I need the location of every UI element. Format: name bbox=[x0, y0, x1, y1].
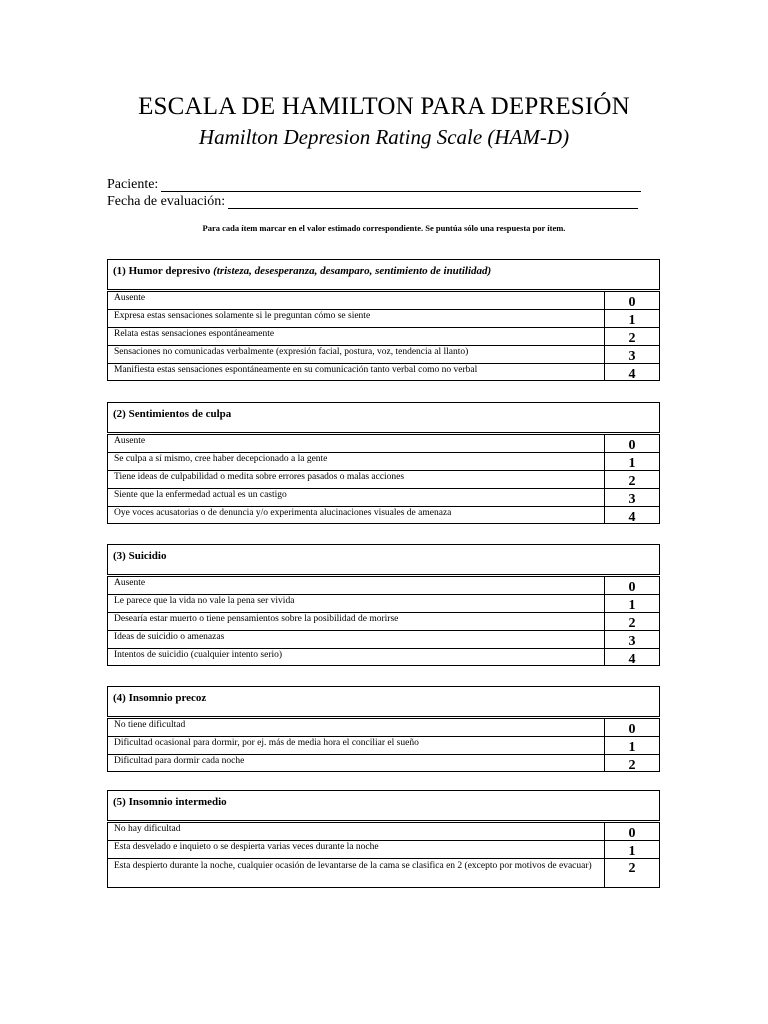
option-score[interactable]: 1 bbox=[604, 452, 660, 470]
option-text: Ausente bbox=[107, 291, 604, 309]
section-subheading: (tristeza, desesperanza, desamparo, sentimiento de inutilidad) bbox=[213, 265, 492, 277]
section-insomnio-precoz bbox=[107, 686, 660, 772]
evaluation-date-label: Fecha de evaluación: bbox=[107, 194, 226, 209]
option-text: Relata estas sensaciones espontáneamente bbox=[107, 327, 604, 345]
option-text: Ausente bbox=[107, 434, 604, 452]
section-header bbox=[107, 686, 660, 717]
page-subtitle: Hamilton Depresion Rating Scale (HAM-D) bbox=[198, 125, 570, 149]
option-score[interactable]: 2 bbox=[604, 612, 660, 630]
option-score[interactable]: 1 bbox=[604, 594, 660, 612]
option-text: Desearía estar muerto o tiene pensamientos sobre la posibilidad de morirse bbox=[107, 612, 604, 630]
options-table bbox=[107, 822, 660, 888]
option-score[interactable]: 2 bbox=[604, 754, 660, 772]
option-row[interactable] bbox=[107, 612, 660, 630]
option-score[interactable]: 0 bbox=[604, 434, 660, 452]
option-score[interactable]: 4 bbox=[604, 363, 660, 381]
option-row[interactable] bbox=[107, 754, 660, 772]
option-text: Le parece que la vida no vale la pena ser vivida bbox=[107, 594, 604, 612]
option-row[interactable] bbox=[107, 840, 660, 858]
option-score[interactable]: 2 bbox=[604, 327, 660, 345]
option-row[interactable] bbox=[107, 363, 660, 381]
section-humor-depresivo bbox=[107, 259, 660, 381]
option-score[interactable]: 4 bbox=[604, 648, 660, 666]
option-row[interactable] bbox=[107, 291, 660, 309]
section-header bbox=[107, 259, 660, 290]
section-heading: Sentimientos de culpa bbox=[128, 408, 232, 420]
option-row[interactable] bbox=[107, 345, 660, 363]
option-text: Tiene ideas de culpabilidad o medita sobre errores pasados o malas acciones bbox=[107, 470, 604, 488]
option-text: No tiene dificultad bbox=[107, 718, 604, 736]
section-insomnio-intermedio bbox=[107, 790, 660, 888]
option-row[interactable] bbox=[107, 858, 660, 888]
option-score[interactable]: 2 bbox=[604, 470, 660, 488]
option-text: Ausente bbox=[107, 576, 604, 594]
option-row[interactable] bbox=[107, 470, 660, 488]
option-score[interactable]: 1 bbox=[604, 840, 660, 858]
instructions-text: Para cada ítem marcar en el valor estimado correspondiente. Se puntúa sólo una respuesta por ítem. bbox=[202, 223, 566, 233]
option-row[interactable] bbox=[107, 630, 660, 648]
section-header bbox=[107, 790, 660, 821]
section-number: (2) bbox=[113, 408, 126, 420]
options-table bbox=[107, 718, 660, 772]
option-text: Esta desvelado e inquieto o se despierta varias veces durante la noche bbox=[107, 840, 604, 858]
option-row[interactable] bbox=[107, 822, 660, 840]
section-number: (1) bbox=[113, 265, 126, 277]
section-heading: Humor depresivo bbox=[128, 265, 211, 277]
option-row[interactable] bbox=[107, 736, 660, 754]
option-row[interactable] bbox=[107, 576, 660, 594]
section-suicidio bbox=[107, 544, 660, 666]
section-number: (5) bbox=[113, 796, 126, 808]
option-text: Intentos de suicidio (cualquier intento serio) bbox=[107, 648, 604, 666]
options-table bbox=[107, 434, 660, 524]
option-row[interactable] bbox=[107, 309, 660, 327]
option-score[interactable]: 0 bbox=[604, 576, 660, 594]
section-heading: Insomnio intermedio bbox=[128, 796, 227, 808]
option-text: Expresa estas sensaciones solamente si le preguntan cómo se siente bbox=[107, 309, 604, 327]
options-table bbox=[107, 576, 660, 666]
option-row[interactable] bbox=[107, 718, 660, 736]
section-header bbox=[107, 544, 660, 575]
patient-label: Paciente: bbox=[107, 177, 159, 192]
option-row[interactable] bbox=[107, 452, 660, 470]
option-text: Dificultad para dormir cada noche bbox=[107, 754, 604, 772]
option-text: Se culpa a sí mismo, cree haber decepcionado a la gente bbox=[107, 452, 604, 470]
section-sentimientos-de-culpa bbox=[107, 402, 660, 524]
option-text: Esta despierto durante la noche, cualquier ocasión de levantarse de la cama se clasifica en 2 (excepto por motivos de evacuar) bbox=[107, 858, 604, 888]
evaluation-date-input-line[interactable] bbox=[228, 193, 638, 209]
option-text: Siente que la enfermedad actual es un castigo bbox=[107, 488, 604, 506]
option-score[interactable]: 1 bbox=[604, 736, 660, 754]
option-score[interactable]: 2 bbox=[604, 858, 660, 888]
option-row[interactable] bbox=[107, 506, 660, 524]
page-title: ESCALA DE HAMILTON PARA DEPRESIÓN bbox=[138, 93, 630, 120]
option-score[interactable]: 0 bbox=[604, 291, 660, 309]
option-score[interactable]: 3 bbox=[604, 345, 660, 363]
section-heading: Insomnio precoz bbox=[128, 692, 207, 704]
patient-input-line[interactable] bbox=[161, 176, 641, 192]
option-score[interactable]: 4 bbox=[604, 506, 660, 524]
option-score[interactable]: 0 bbox=[604, 822, 660, 840]
patient-field[interactable] bbox=[107, 176, 641, 194]
option-score[interactable]: 3 bbox=[604, 488, 660, 506]
option-row[interactable] bbox=[107, 488, 660, 506]
option-text: Manifiesta estas sensaciones espontáneamente en su comunicación tanto verbal como no verbal bbox=[107, 363, 604, 381]
option-text: No hay dificultad bbox=[107, 822, 604, 840]
option-score[interactable]: 1 bbox=[604, 309, 660, 327]
section-number: (4) bbox=[113, 692, 126, 704]
evaluation-date-field[interactable] bbox=[107, 193, 638, 211]
option-row[interactable] bbox=[107, 327, 660, 345]
section-heading: Suicidio bbox=[128, 550, 167, 562]
options-table bbox=[107, 291, 660, 381]
option-row[interactable] bbox=[107, 648, 660, 666]
option-text: Dificultad ocasional para dormir, por ej. más de media hora el conciliar el sueño bbox=[107, 736, 604, 754]
section-header bbox=[107, 402, 660, 433]
option-row[interactable] bbox=[107, 594, 660, 612]
option-text: Oye voces acusatorias o de denuncia y/o experimenta alucinaciones visuales de amenaza bbox=[107, 506, 604, 524]
option-score[interactable]: 0 bbox=[604, 718, 660, 736]
option-score[interactable]: 3 bbox=[604, 630, 660, 648]
option-text: Ideas de suicidio o amenazas bbox=[107, 630, 604, 648]
option-text: Sensaciones no comunicadas verbalmente (expresión facial, postura, voz, tendencia al llanto) bbox=[107, 345, 604, 363]
section-number: (3) bbox=[113, 550, 126, 562]
option-row[interactable] bbox=[107, 434, 660, 452]
